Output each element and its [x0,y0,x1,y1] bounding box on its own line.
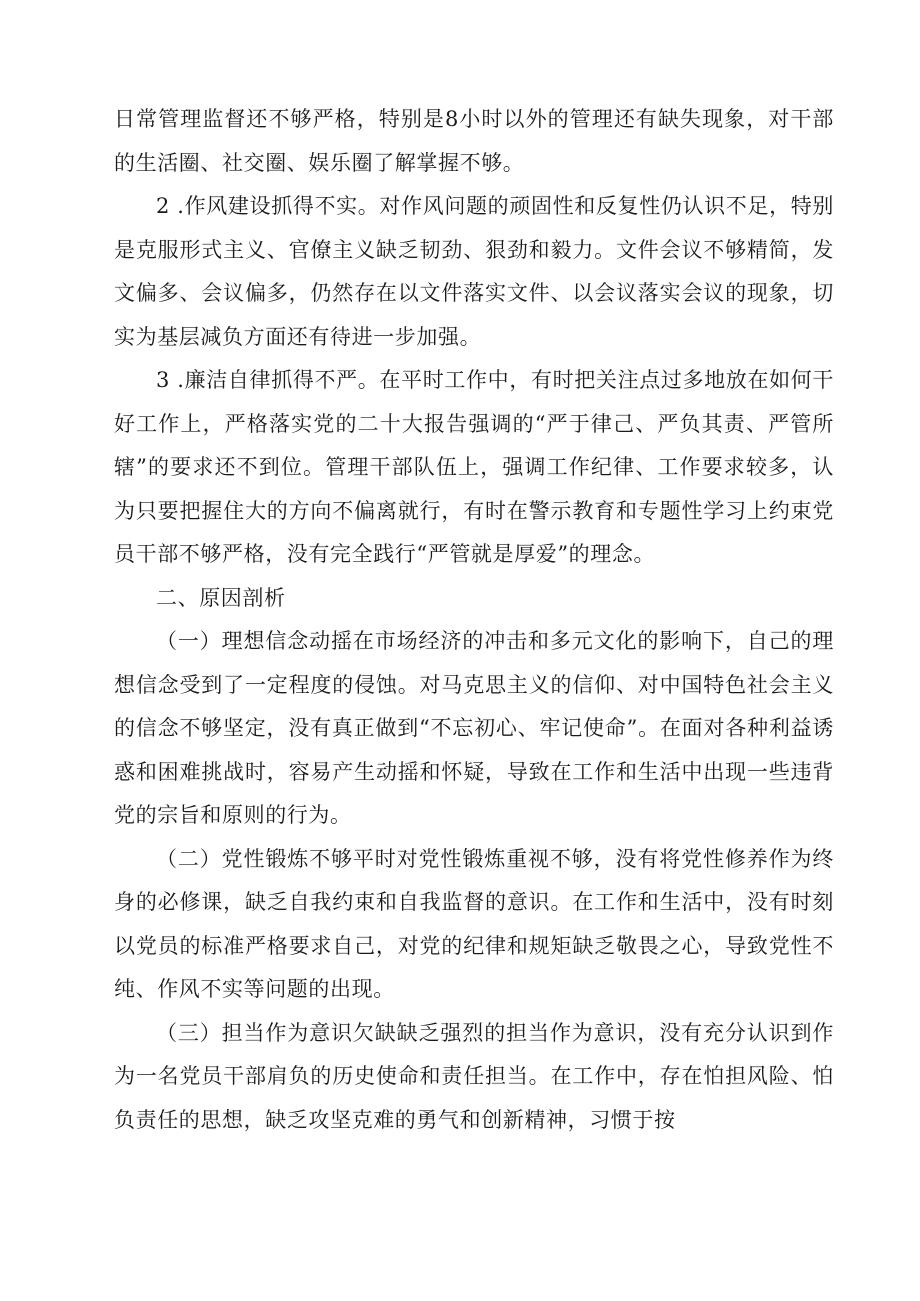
section-heading-cause-analysis: 二、原因剖析 [156,585,286,610]
paragraph-continuation: 日常管理监督还不够严格，特别是8小时以外的管理还有缺失现象，对干部的生活圈、社交圈、娱乐圈了解掌握不够。 [114,107,834,175]
paragraph-cause-3-responsibility: （三）担当作为意识欠缺缺乏强烈的担当作为意识，没有充分认识到作为一名党员干部肩负的历史使命和责任担当。在工作中，存在怕担风险、怕负责任的思想，缺乏攻坚克难的勇气和创新精神，习惯于按 [114,1020,834,1132]
paragraph-cause-2-party-spirit: （二）党性锻炼不够平时对党性锻炼重视不够，没有将党性修养作为终身的必修课，缺乏自我约束和自我监督的意识。在工作和生活中，没有时刻以党员的标准严格要求自己，对党的纪律和规矩缺乏敬畏之心，导致党性不纯、作风不实等问题的出现。 [114,846,834,1001]
document-body [114,98,834,1142]
paragraph-item-3-integrity: 3 .廉洁自律抓得不严。在平时工作中，有时把关注点过多地放在如何干好工作上，严格落实党的二十大报告强调的“严于律己、严负其责、严管所辖”的要求还不到位。管理干部队伍上，强调工作纪律、工作要求较多，认为只要把握住大的方向不偏离就行，有时在警示教育和专题性学习上约束党员干部不够严格，没有完全践行“严管就是厚爱”的理念。 [114,368,834,566]
paragraph-item-2-work-style: 2 .作风建设抓得不实。对作风问题的顽固性和反复性仍认识不足，特别是克服形式主义、官僚主义缺乏韧劲、狠劲和毅力。文件会议不够精简，发文偏多、会议偏多，仍然存在以文件落实文件、以会议落实会议的现象，切实为基层减负方面还有待进一步加强。 [114,194,834,349]
paragraph-cause-1-ideals: （一）理想信念动摇在市场经济的冲击和多元文化的影响下，自己的理想信念受到了一定程度的侵蚀。对马克思主义的信仰、对中国特色社会主义的信念不够坚定，没有真正做到“不忘初心、牢记使命”。在面对各种利益诱惑和困难挑战时，容易产生动摇和怀疑，导致在工作和生活中出现一些违背党的宗旨和原则的行为。 [114,629,834,827]
